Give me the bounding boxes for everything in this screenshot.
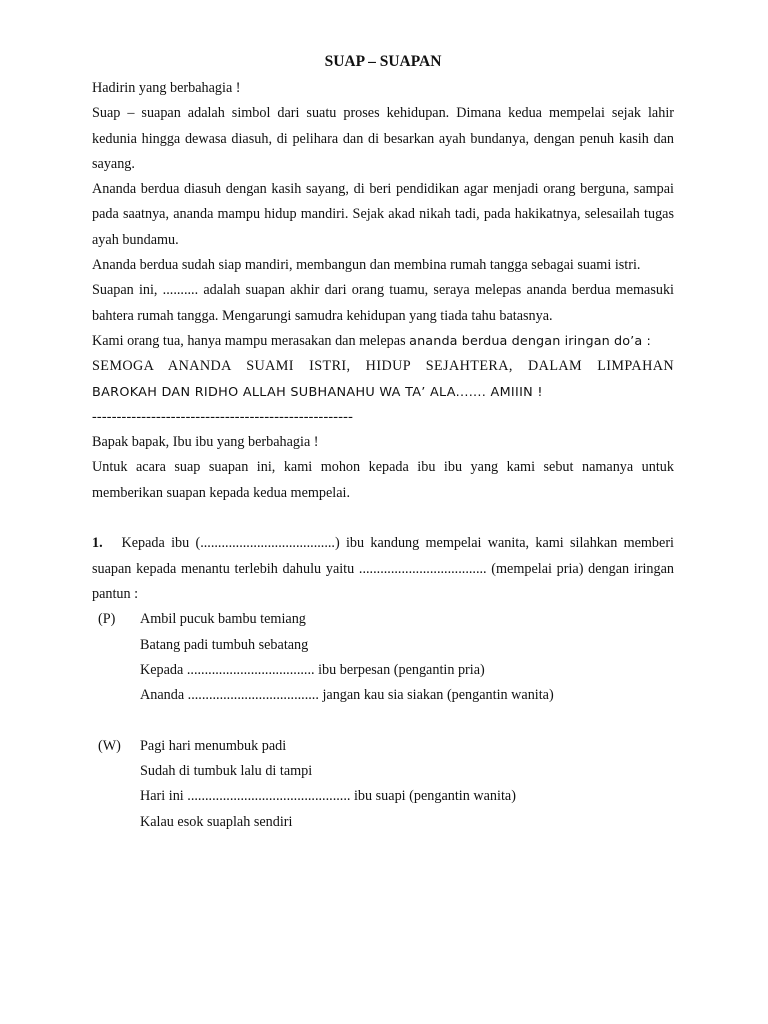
- paragraph-5: [92, 329, 674, 354]
- list-item-number: 1.: [92, 535, 103, 552]
- prayer-line-2: BAROKAH DAN RIDHO ALLAH SUBHANAHU WA TA’ ALA....... AMIIIN !: [92, 384, 543, 400]
- spacer: [92, 506, 674, 531]
- spacer: [92, 708, 674, 733]
- document-title: SUAP – SUAPAN: [324, 53, 442, 70]
- prayer-line-1: SEMOGA ANANDA SUAMI ISTRI, HIDUP SEJAHTERA, DALAM LIMPAHAN: [92, 358, 674, 375]
- verse-lines: [140, 734, 674, 835]
- verse-lines: [140, 607, 674, 708]
- verse-line: Batang padi tumbuh sebatang: [140, 636, 309, 653]
- paragraph-5-sans: ananda berdua dengan iringan do’a :: [409, 333, 651, 349]
- paragraph-2: Ananda berdua diasuh dengan kasih sayang, di beri pendidikan agar menjadi orang berguna, sampai pada saatnya, ananda mampu hidup mandiri. Sejak akad nikah tadi, pada hakikatnya, selesailah tugas ayah bundamu.: [92, 181, 674, 248]
- divider: -----------------------------------------------------: [92, 408, 354, 425]
- verse-pengantin-wanita: [92, 734, 674, 835]
- verse-line: Ananda ..................................... jangan kau sia siakan (pengantin wanita): [140, 687, 554, 704]
- verse-pengantin-pria: [92, 607, 674, 708]
- greeting-2: Bapak bapak, Ibu ibu yang berbahagia !: [92, 434, 319, 451]
- paragraph-5-serif: Kami orang tua, hanya mampu merasakan dan melepas: [92, 332, 410, 349]
- paragraph-4: Suapan ini, .......... adalah suapan akhir dari orang tuamu, seraya melepas ananda berdua memasuki bahtera rumah tangga. Mengarungi samudra kehidupan yang tiada tahu batasnya.: [92, 282, 674, 324]
- list-item-text: Kepada ibu (......................................) ibu kandung mempelai wanita, kami silahkan memberi suapan kepada menantu terlebih dahulu yaitu .................................... (mempelai pria) dengan iringan pantun :: [92, 535, 674, 602]
- paragraph-6: Untuk acara suap suapan ini, kami mohon kepada ibu ibu yang kami sebut namanya untuk memberikan suapan kepada kedua mempelai.: [92, 459, 674, 501]
- verse-line: Sudah di tumbuk lalu di tampi: [140, 763, 313, 780]
- verse-line: Ambil pucuk bambu temiang: [140, 611, 306, 628]
- paragraph-1: Suap – suapan adalah simbol dari suatu proses kehidupan. Dimana kedua mempelai sejak lahir kedunia hingga dewasa diasuh, di pelihara dan di besarkan ayah bundanya, dengan penuh kasih dan sayang.: [92, 105, 674, 172]
- paragraph-3: Ananda berdua sudah siap mandiri, membangun dan membina rumah tangga sebagai suami istri.: [92, 257, 641, 274]
- list-item-1: [92, 531, 674, 607]
- verse-tag: (P): [98, 611, 116, 628]
- verse-line: Kepada .................................... ibu berpesan (pengantin pria): [140, 661, 485, 678]
- greeting: Hadirin yang berbahagia !: [92, 80, 241, 96]
- document-page: [92, 50, 674, 835]
- verse-line: Kalau esok suaplah sendiri: [140, 813, 293, 830]
- verse-tag: (W): [98, 737, 121, 754]
- verse-line: Hari ini .............................................. ibu suapi (pengantin wanita): [140, 788, 516, 805]
- verse-line: Pagi hari menumbuk padi: [140, 737, 287, 754]
